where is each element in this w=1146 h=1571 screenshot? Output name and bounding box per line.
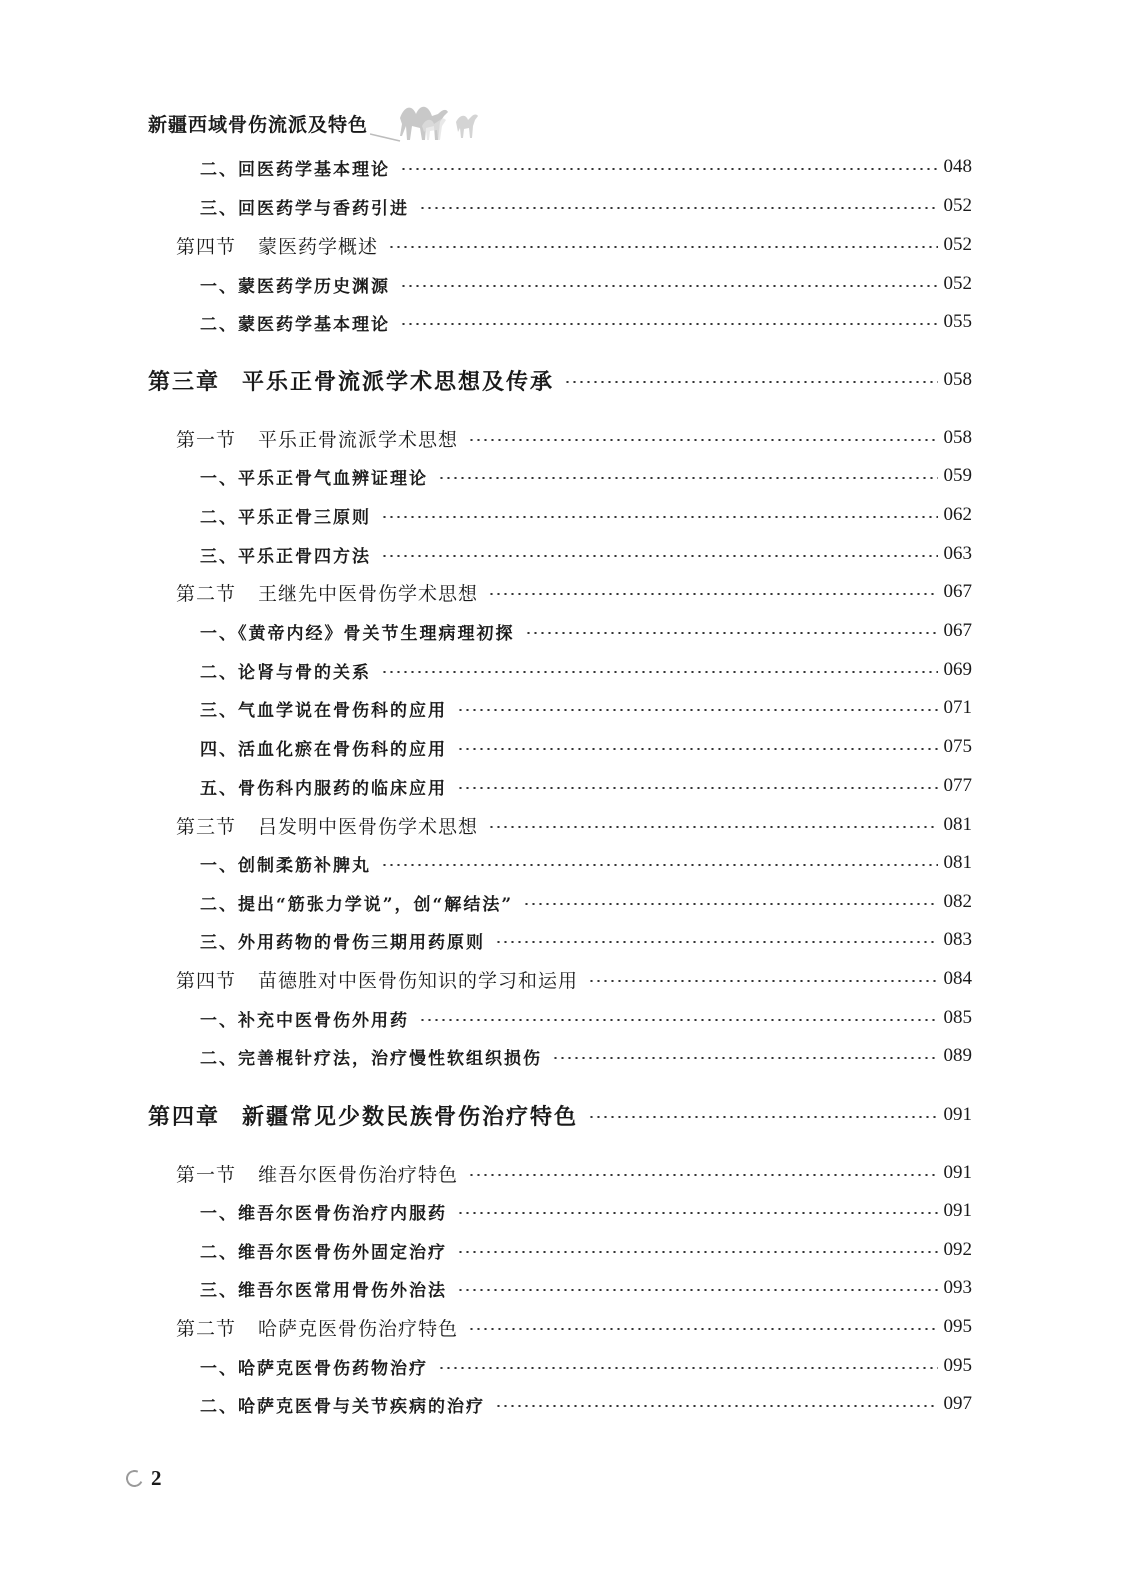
dot-leader (468, 1174, 937, 1176)
page-ref: 067 (943, 581, 972, 602)
sub-title: 一、《黄帝内经》骨关节生理病理初探 (200, 623, 515, 644)
dot-leader (438, 1367, 938, 1369)
chapter-entry (0, 362, 1146, 398)
page-ref: 081 (943, 852, 972, 873)
section-number: 第四节 (176, 969, 237, 992)
page-number: 2 (151, 1466, 162, 1490)
sub-title: 二、论肾与骨的关系 (200, 662, 371, 683)
sub-entry (0, 925, 1146, 955)
dot-leader (457, 787, 938, 789)
dot-leader (419, 1019, 938, 1021)
dot-leader (457, 1251, 938, 1253)
dot-leader (381, 671, 938, 673)
dot-leader (419, 207, 938, 209)
section-title (176, 425, 468, 452)
dot-leader (495, 1405, 938, 1407)
page-ref: 084 (943, 968, 972, 989)
dot-leader (400, 323, 938, 325)
page-ref: 083 (943, 929, 972, 950)
dot-leader (468, 1328, 937, 1330)
sub-title: 三、气血学说在骨伤科的应用 (200, 700, 447, 721)
section-name: 哈萨克医骨伤治疗特色 (258, 1317, 459, 1340)
sub-entry (0, 848, 1146, 878)
section-name: 苗德胜对中医骨伤知识的学习和运用 (258, 969, 579, 992)
section-title (176, 1314, 468, 1341)
dot-leader (400, 168, 938, 170)
page-ref: 069 (943, 659, 972, 680)
sub-title: 一、补充中医骨伤外用药 (200, 1010, 409, 1031)
dot-leader (552, 1057, 938, 1059)
sub-title: 三、维吾尔医常用骨伤外治法 (200, 1280, 447, 1301)
dot-leader (525, 632, 938, 634)
book-title: 新疆西域骨伤流派及特色 (148, 114, 369, 136)
section-number: 第一节 (176, 428, 237, 451)
page-ref: 071 (943, 697, 972, 718)
page-ref: 052 (943, 273, 972, 294)
sub-entry (0, 461, 1146, 491)
page-ref: 058 (943, 427, 972, 448)
page-ref: 062 (943, 504, 972, 525)
sub-entry (0, 1196, 1146, 1226)
section-entry (0, 1312, 1146, 1342)
section-entry (0, 230, 1146, 260)
dot-leader (438, 477, 938, 479)
sub-title: 五、骨伤科内服药的临床应用 (200, 778, 447, 799)
sub-title: 二、回医药学基本理论 (200, 159, 390, 180)
page-ref: 063 (943, 543, 972, 564)
sub-entry (0, 1273, 1146, 1303)
section-number: 第二节 (176, 582, 237, 605)
section-title (176, 1160, 468, 1187)
page-ref: 082 (943, 891, 972, 912)
page-ref: 052 (943, 195, 972, 216)
page-ref: 091 (943, 1104, 972, 1125)
sub-entry (0, 732, 1146, 762)
section-name: 维吾尔医骨伤治疗特色 (258, 1163, 459, 1186)
page-ref: 052 (943, 234, 972, 255)
dot-leader (457, 1289, 938, 1291)
sub-title: 二、蒙医药学基本理论 (200, 314, 390, 335)
section-entry (0, 577, 1146, 607)
sub-entry (0, 655, 1146, 685)
sub-entry (0, 539, 1146, 569)
sub-title: 二、完善棍针疗法，治疗慢性软组织损伤 (200, 1048, 542, 1069)
crescent-icon (124, 1468, 146, 1490)
dot-leader (468, 439, 937, 441)
section-entry (0, 423, 1146, 453)
dot-leader (488, 593, 937, 595)
dot-leader (523, 903, 937, 905)
sub-title: 二、平乐正骨三原则 (200, 507, 371, 528)
sub-entry (0, 307, 1146, 337)
sub-entry (0, 771, 1146, 801)
section-name: 平乐正骨流派学术思想 (258, 428, 459, 451)
section-number: 第四节 (176, 235, 237, 258)
section-number: 第一节 (176, 1163, 237, 1186)
section-entry (0, 1158, 1146, 1188)
section-name: 吕发明中医骨伤学术思想 (258, 815, 479, 838)
dot-leader (400, 285, 938, 287)
section-number: 第二节 (176, 1317, 237, 1340)
section-entry (0, 810, 1146, 840)
section-title (176, 579, 488, 606)
page-ref: 077 (943, 775, 972, 796)
dot-leader (457, 1212, 938, 1214)
section-title (176, 812, 488, 839)
sub-entry (0, 1389, 1146, 1419)
sub-title: 三、平乐正骨四方法 (200, 546, 371, 567)
sub-entry (0, 269, 1146, 299)
page-ref: 091 (943, 1200, 972, 1221)
page-ref: 081 (943, 814, 972, 835)
page-ref: 091 (943, 1162, 972, 1183)
page-ref: 059 (943, 465, 972, 486)
sub-entry (0, 1041, 1146, 1071)
page-ref: 095 (943, 1355, 972, 1376)
dot-leader (381, 864, 938, 866)
sub-entry (0, 1003, 1146, 1033)
sub-title: 一、哈萨克医骨伤药物治疗 (200, 1358, 428, 1379)
section-name: 王继先中医骨伤学术思想 (258, 582, 479, 605)
dot-leader (388, 246, 937, 248)
chapter-entry (0, 1097, 1146, 1133)
dot-leader (488, 826, 937, 828)
page-folio (126, 1466, 162, 1491)
dot-leader (457, 748, 938, 750)
chapter-title (148, 1100, 588, 1131)
chapter-title (148, 365, 564, 396)
sub-title: 一、创制柔筋补脾丸 (200, 855, 371, 876)
dot-leader (381, 555, 938, 557)
page-ref: 093 (943, 1277, 972, 1298)
chapter-number: 第四章 (148, 1104, 221, 1130)
sub-entry (0, 152, 1146, 182)
section-title (176, 232, 388, 259)
sub-title: 二、维吾尔医骨伤外固定治疗 (200, 1242, 447, 1263)
dot-leader (381, 516, 938, 518)
dot-leader (457, 709, 938, 711)
page-ref: 067 (943, 620, 972, 641)
sub-title: 三、回医药学与香药引进 (200, 198, 409, 219)
section-title (176, 966, 588, 993)
page-ref: 095 (943, 1316, 972, 1337)
page-ref: 075 (943, 736, 972, 757)
section-entry (0, 964, 1146, 994)
page-ref: 058 (943, 369, 972, 390)
sub-title: 三、外用药物的骨伤三期用药原则 (200, 932, 485, 953)
sub-entry (0, 616, 1146, 646)
dot-leader (588, 1116, 937, 1118)
dot-leader (564, 381, 937, 383)
chapter-number: 第三章 (148, 369, 221, 395)
chapter-name: 平乐正骨流派学术思想及传承 (242, 369, 555, 395)
sub-entry (0, 1351, 1146, 1381)
sub-title: 一、平乐正骨气血辨证理论 (200, 468, 428, 489)
dot-leader (588, 980, 937, 982)
sub-title: 一、维吾尔医骨伤治疗内服药 (200, 1203, 447, 1224)
page-ref: 048 (943, 156, 972, 177)
page-ref: 055 (943, 311, 972, 332)
sub-entry (0, 1235, 1146, 1265)
sub-entry (0, 191, 1146, 221)
sub-title: 四、活血化瘀在骨伤科的应用 (200, 739, 447, 760)
page-ref: 085 (943, 1007, 972, 1028)
sub-title: 二、提出“筋张力学说”，创“解结法” (200, 894, 514, 915)
sub-entry (0, 693, 1146, 723)
section-number: 第三节 (176, 815, 237, 838)
sub-entry (0, 887, 1146, 917)
chapter-name: 新疆常见少数民族骨伤治疗特色 (242, 1104, 579, 1130)
dot-leader (495, 941, 938, 943)
page-ref: 089 (943, 1045, 972, 1066)
sub-entry (0, 500, 1146, 530)
sub-title: 二、哈萨克医骨与关节疾病的治疗 (200, 1396, 485, 1417)
page-ref: 092 (943, 1239, 972, 1260)
page-ref: 097 (943, 1393, 972, 1414)
sub-title: 一、蒙医药学历史渊源 (200, 276, 390, 297)
section-name: 蒙医药学概述 (258, 235, 379, 258)
